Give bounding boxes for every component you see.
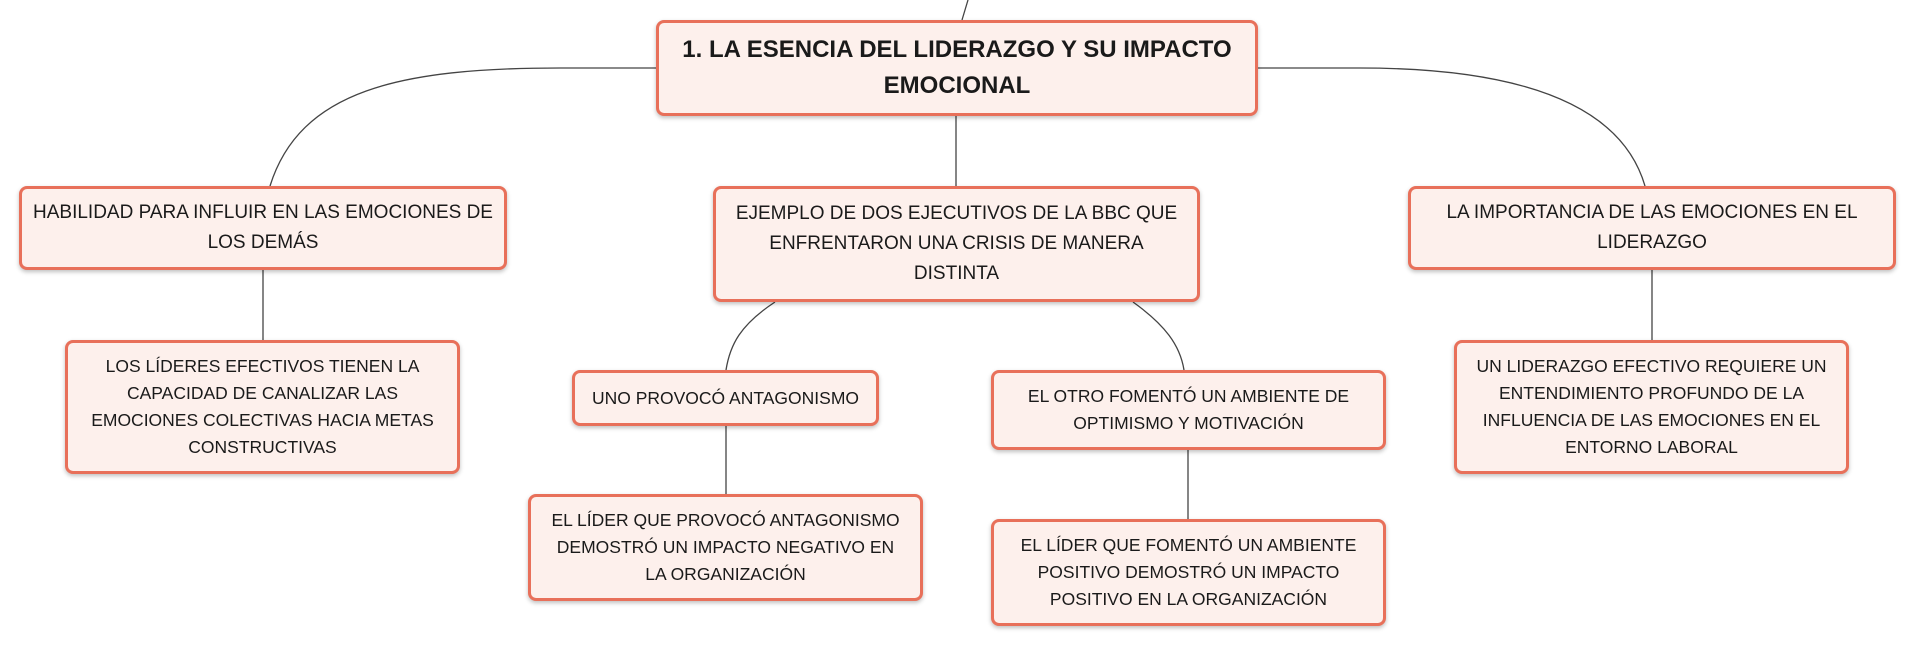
connector-root-right bbox=[1258, 68, 1645, 186]
sub-branch-node-antagonism[interactable] bbox=[572, 370, 879, 426]
leaf-text-effective-leaders: LOS LÍDERES EFECTIVOS TIENEN LA CAPACIDAD DE CANALIZAR LAS EMOCIONES COLECTIVAS HACIA METAS CONSTRUCTIVAS bbox=[91, 356, 434, 457]
leaf-node-negative-impact[interactable] bbox=[528, 494, 923, 601]
branch-node-influence[interactable] bbox=[19, 186, 507, 270]
leaf-text-negative-impact: EL LÍDER QUE PROVOCÓ ANTAGONISMO DEMOSTRÓ UN IMPACTO NEGATIVO EN LA ORGANIZACIÓN bbox=[551, 510, 900, 584]
branch-node-bbc-example[interactable] bbox=[713, 186, 1200, 302]
leaf-text-positive-impact: EL LÍDER QUE FOMENTÓ UN AMBIENTE POSITIVO DEMOSTRÓ UN IMPACTO POSITIVO EN LA ORGANIZACIÓN bbox=[1020, 535, 1357, 609]
connector-center-sub-left bbox=[726, 302, 775, 370]
connector-root-left bbox=[270, 68, 656, 186]
connector-center-sub-right bbox=[1133, 302, 1184, 370]
leaf-node-unified-understanding[interactable] bbox=[1454, 340, 1849, 474]
connector-root-parent bbox=[962, 0, 968, 20]
sub-branch-text-antagonism: UNO PROVOCÓ ANTAGONISMO bbox=[591, 387, 860, 408]
sub-branch-text-optimism: EL OTRO FOMENTÓ UN AMBIENTE DE OPTIMISMO Y MOTIVACIÓN bbox=[1027, 386, 1350, 433]
branch-node-emotions-importance[interactable] bbox=[1408, 186, 1896, 270]
root-topic-node[interactable] bbox=[656, 20, 1258, 116]
branch-text-emotions-importance: LA IMPORTANCIA DE LAS EMOCIONES EN EL LIDERAZGO bbox=[1446, 202, 1858, 253]
branch-text-influence: HABILIDAD PARA INFLUIR EN LAS EMOCIONES DE LOS DEMÁS bbox=[33, 202, 493, 253]
leaf-node-positive-impact[interactable] bbox=[991, 519, 1386, 626]
leaf-text-unified-understanding: UN LIDERAZGO EFECTIVO REQUIERE UN ENTENDIMIENTO PROFUNDO DE LA INFLUENCIA DE LAS EMOCIONES EN EL ENTORNO LABORAL bbox=[1476, 356, 1827, 457]
leaf-node-effective-leaders[interactable] bbox=[65, 340, 460, 474]
root-topic-text: 1. LA ESENCIA DEL LIDERAZGO Y SU IMPACTO EMOCIONAL bbox=[682, 36, 1232, 99]
branch-text-bbc-example: EJEMPLO DE DOS EJECUTIVOS DE LA BBC QUE ENFRENTARON UNA CRISIS DE MANERA DISTINTA bbox=[735, 203, 1178, 284]
sub-branch-node-optimism[interactable] bbox=[991, 370, 1386, 450]
